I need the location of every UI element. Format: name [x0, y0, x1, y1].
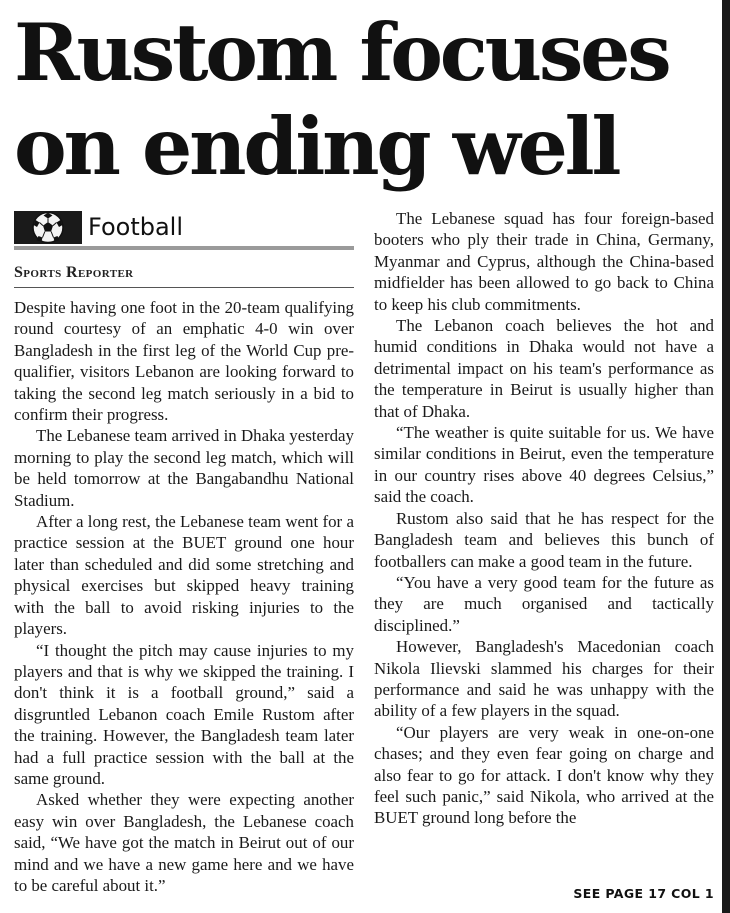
paragraph: Despite having one foot in the 20-team qualifying round courtesy of an emphatic 4-0 win over Bangladesh in the first leg of the World Cup pre-qualifier, visitors Lebanon are looking forward to taking the second leg match seriously in a bid to confirm their progress.	[14, 298, 354, 425]
byline-divider	[14, 287, 354, 288]
article-column-left	[14, 297, 354, 896]
headline	[14, 6, 694, 194]
paragraph: Rustom also said that he has respect for the Bangladesh team and believes this bunch of footballers can make a good team in the future.	[374, 508, 714, 571]
paragraph: “Our players are very weak in one-on-one chases; and they even fear going on charge and also fear to go for attack. I don't know why they feel such panic,” said Nikola, who arrived at the BUET ground long before the	[374, 722, 714, 828]
paragraph: After a long rest, the Lebanese team went for a practice session at the BUET ground one hour later than scheduled and did some stretching and physical exercises but skipped heavy training with the ball to avoid risking injuries to the players.	[14, 512, 354, 639]
page-edge-rule	[722, 0, 730, 913]
paragraph: “The weather is quite suitable for us. We have similar conditions in Beirut, even the temperature in our country rises above 40 degrees Celsius,” said the coach.	[374, 423, 714, 507]
headline-line-1: Rustom focuses	[14, 6, 669, 99]
section-kicker	[14, 208, 354, 250]
paragraph: The Lebanon coach believes the hot and humid conditions in Dhaka would not have a detrimental impact on his team's performance as the temperature in Beirut is usually higher than that of Dhaka.	[374, 316, 714, 421]
section-label: Football	[88, 213, 184, 241]
article-column-right	[374, 208, 714, 829]
soccer-ball-icon	[14, 211, 82, 244]
paragraph: Asked whether they were expecting another easy win over Bangladesh, the Lebanese coach said, “We have got the match in Beirut out of our mind and we have a new game here and we have to be careful about it.”	[14, 790, 354, 895]
paragraph: The Lebanese squad has four foreign-based booters who ply their trade in China, Germany, Myanmar and Cyprus, although the China-based midfielder has been allowed to go back to China to keep his club commitments.	[374, 209, 714, 314]
paragraph: However, Bangladesh's Macedonian coach Nikola Ilievski slammed his charges for their performance and said he was unhappy with the ability of a few players in the squad.	[374, 637, 714, 721]
headline-line-2: on ending well	[14, 100, 619, 193]
continued-jump-line: SEE PAGE 17 COL 1	[573, 886, 714, 901]
paragraph: “I thought the pitch may cause injuries to my players and that is why we skipped the training. I don't think it is a football ground,” said a disgruntled Lebanon coach Emile Rustom after the training. However, the Bangladesh team later had a full practice session with the ball at the same ground.	[14, 640, 354, 788]
byline: Sports Reporter	[14, 264, 134, 281]
paragraph: The Lebanese team arrived in Dhaka yesterday morning to play the second leg match, which will be held tomorrow at the Bangabandhu National Stadium.	[14, 426, 354, 510]
paragraph: “You have a very good team for the future as they are much organised and tactically disciplined.”	[374, 572, 714, 635]
